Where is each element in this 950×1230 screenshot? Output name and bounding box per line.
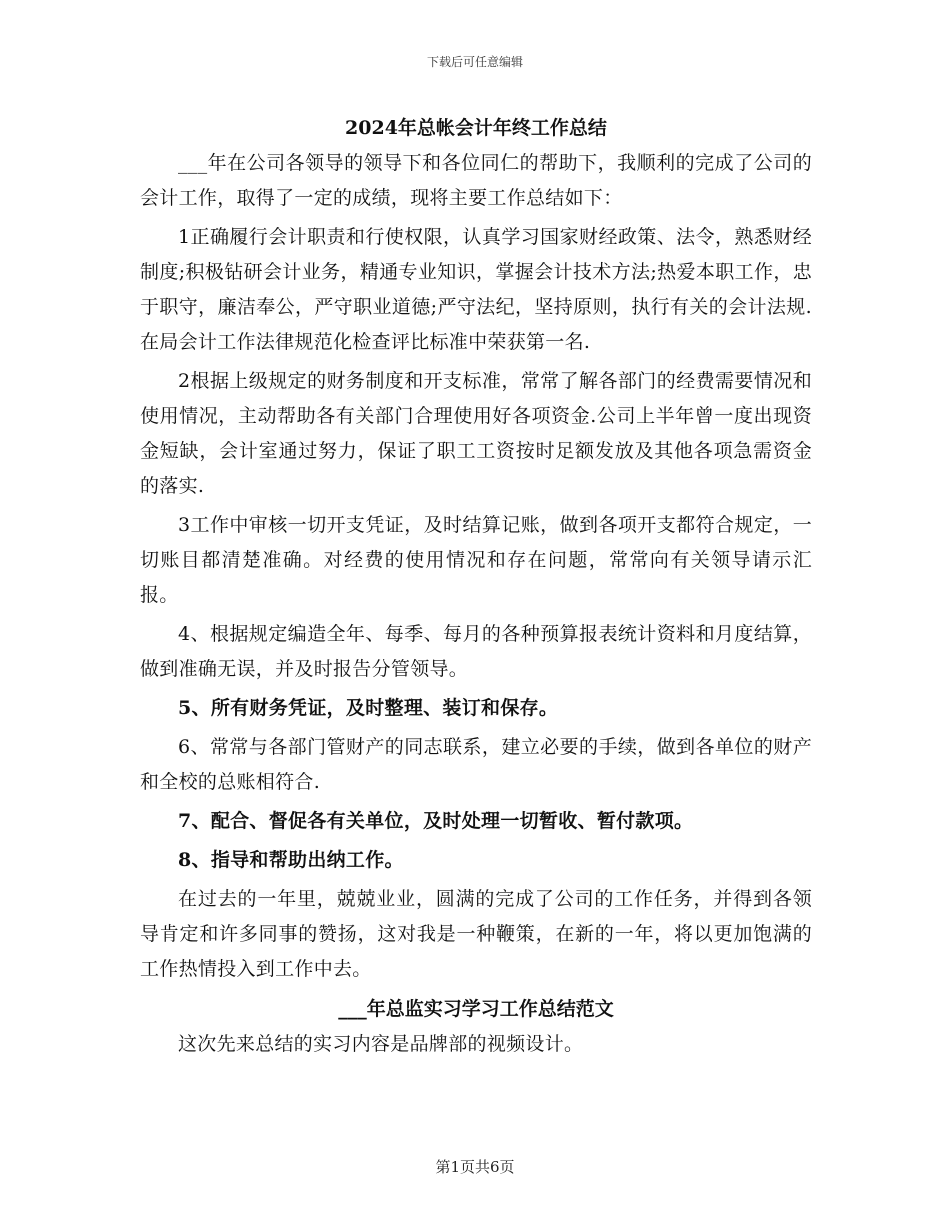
paragraph-item-8: 8、指导和帮助出纳工作。 xyxy=(178,849,404,871)
page-header-note: 下载后可任意编辑 xyxy=(426,55,523,69)
paragraph-item-1: 1正确履行会计职责和行使权限，认真学习国家财经政策、法令，熟悉财经制度;积极钻研会计业务，精通专业知识，掌握会计技术方法;热爱本职工作，忠于职守，廉洁奉公，严守职业道德;严守法纪，坚持原则，执行有关的会计法规.在局会计工作法律规范化检查评比标准中荣获第一名. xyxy=(140,226,812,353)
paragraph-item-7: 7、配合、督促各有关单位，及时处理一切暂收、暂付款项。 xyxy=(178,810,694,832)
page-number-footer: 第1页共6页 xyxy=(435,1158,515,1176)
section-first-paragraph: 这次先来总结的实习内容是品牌部的视频设计。 xyxy=(178,1033,584,1055)
intro-paragraph: ___年在公司各领导的领导下和各位同仁的帮助下，我顺利的完成了公司的会计工作，取得了一定的成绩，现将主要工作总结如下： xyxy=(140,152,812,209)
paragraph-item-6: 6、常常与各部门管财产的同志联系，建立必要的手续，做到各单位的财产和全校的总账相符合. xyxy=(140,736,812,793)
document-body xyxy=(140,110,812,1066)
paragraph-item-5: 5、所有财务凭证，及时整理、装订和保存。 xyxy=(178,697,559,719)
paragraph-item-4: 4、根据规定编造全年、每季、每月的各种预算报表统计资料和月度结算，做到准确无误，并及时报告分管领导。 xyxy=(140,623,812,680)
document-title: 2024年总帐会计年终工作总结 xyxy=(345,117,607,139)
paragraph-item-3: 3工作中审核一切开支凭证，及时结算记账，做到各项开支都符合规定，一切账目都清楚准确。对经费的使用情况和存在问题，常常向有关领导请示汇报。 xyxy=(140,514,812,606)
section-subtitle: ___年总监实习学习工作总结范文 xyxy=(338,998,614,1020)
paragraph-item-2: 2根据上级规定的财务制度和开支标准，常常了解各部门的经费需要情况和使用情况，主动帮助各有关部门合理使用好各项资金.公司上半年曾一度出现资金短缺，会计室通过努力，保证了职工工资按时足额发放及其他各项急需资金的落实. xyxy=(140,370,812,497)
conclusion-paragraph: 在过去的一年里，兢兢业业，圆满的完成了公司的工作任务，并得到各领导肯定和许多同事的赞扬，这对我是一种鞭策，在新的一年，将以更加饱满的工作热情投入到工作中去。 xyxy=(140,888,812,980)
